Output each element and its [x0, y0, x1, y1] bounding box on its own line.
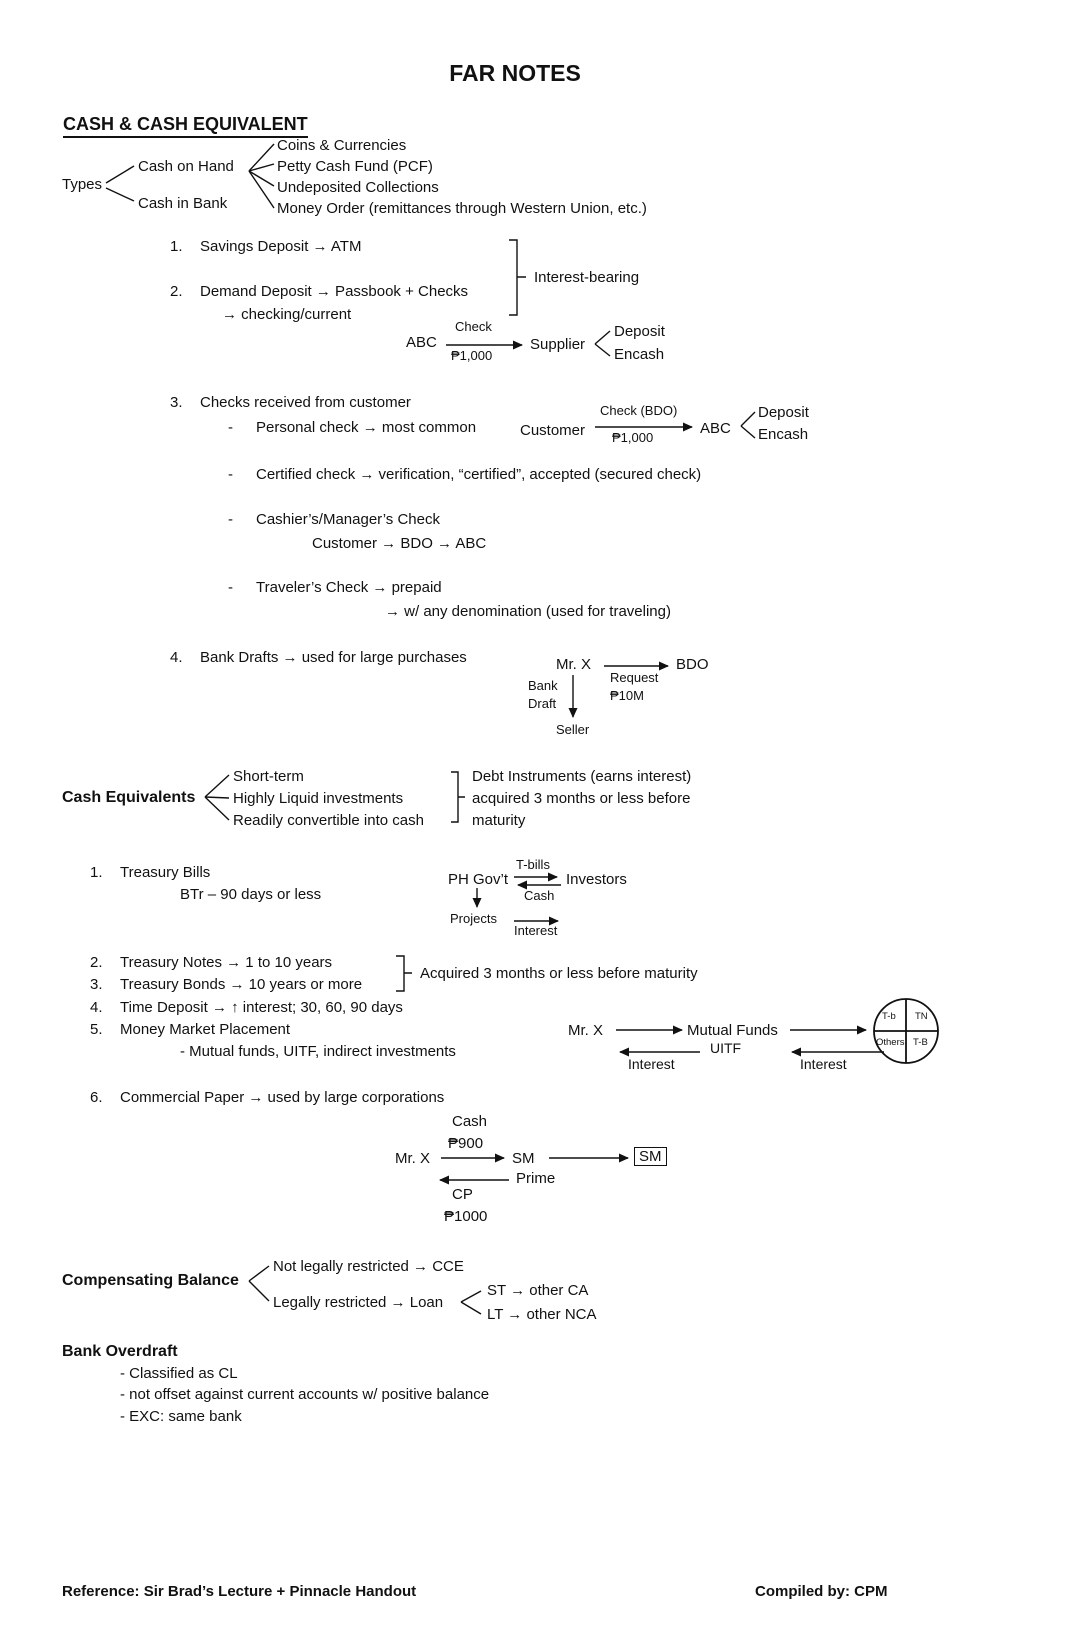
pie-label-tbonds: T-B: [913, 1037, 928, 1048]
supplier-option-encash: Encash: [614, 346, 665, 363]
section-heading-compensating: Compensating Balance: [62, 1272, 239, 1289]
item2-text: Demand Deposit → Passbook + Checks: [200, 283, 469, 300]
ph-govt-node: PH Gov’t: [448, 871, 509, 888]
abc-node: ABC: [406, 334, 437, 351]
abc-option-deposit: Deposit: [758, 404, 809, 421]
interest-bearing-label: Interest-bearing: [534, 269, 640, 286]
abc-node-2: ABC: [700, 420, 731, 437]
comp-st-label: ST → other CA: [487, 1282, 589, 1299]
section-heading-bank-overdraft: Bank Overdraft: [62, 1343, 178, 1360]
equiv-item5-number: 5.: [90, 1021, 103, 1038]
interest-right-label: Interest: [800, 1056, 847, 1072]
equiv-branch-short-term: Short-term: [233, 768, 304, 785]
item1-text: Savings Deposit → ATM: [200, 238, 362, 255]
bullet-personal-check: Personal check → most common: [256, 419, 477, 436]
abc-arrow-bottom-label: ₱1,000: [451, 348, 493, 363]
equiv-branch-liquid: Highly Liquid investments: [233, 790, 404, 807]
bank-draft-label-1: Bank: [528, 678, 558, 693]
abc-option-encash: Encash: [758, 426, 809, 443]
debt-instruments-bracket: [451, 772, 465, 822]
item2-subtext: → checking/current: [222, 306, 352, 323]
footer-compiled-by: Compiled by: CPM: [755, 1583, 888, 1600]
pie-label-tn: TN: [915, 1011, 928, 1022]
overdraft-line-2: - not offset against current accounts w/ positive balance: [120, 1386, 490, 1403]
sm-boxed-node: SM: [634, 1147, 667, 1166]
mr-x-node-2: Mr. X: [568, 1022, 604, 1039]
comp-branch-restricted: Legally restricted → Loan: [273, 1294, 444, 1311]
bullet-travelers-check: Traveler’s Check → prepaid: [256, 579, 442, 596]
types-cash-in-bank: Cash in Bank: [138, 195, 228, 212]
interest-label: Interest: [514, 923, 558, 938]
equiv-item2-text: Treasury Notes → 1 to 10 years: [120, 954, 333, 971]
bullet-dash: -: [228, 419, 233, 436]
item3-number: 3.: [170, 394, 183, 411]
cp-label: CP: [452, 1186, 473, 1203]
customer-arrow-bottom-label: ₱1,000: [612, 430, 654, 445]
item4-text: Bank Drafts → used for large purchases: [200, 649, 467, 666]
bullet-dash: -: [228, 511, 233, 528]
acquired-bracket: [396, 956, 412, 991]
equiv-item5-subtext: - Mutual funds, UITF, indirect investments: [180, 1043, 456, 1060]
equiv-item4-text: Time Deposit → ↑ interest; 30, 60, 90 days: [120, 999, 403, 1016]
footer-reference: Reference: Sir Brad’s Lecture + Pinnacle Handout: [62, 1583, 417, 1600]
sm-node: SM: [512, 1150, 535, 1167]
projects-node: Projects: [450, 911, 497, 926]
supplier-node: Supplier: [530, 336, 586, 353]
prime-label: Prime: [516, 1170, 556, 1187]
item4-number: 4.: [170, 649, 183, 666]
bank-draft-label-2: Draft: [528, 696, 557, 711]
cash-equivalents-branch-lines: [205, 775, 229, 820]
cash-label: Cash: [524, 888, 555, 903]
equiv-item6-number: 6.: [90, 1089, 103, 1106]
hand-item-money-order: Money Order (remittances through Western Union, etc.): [277, 200, 647, 217]
seller-node: Seller: [556, 722, 590, 737]
equiv-item5-text: Money Market Placement: [120, 1021, 291, 1038]
section-heading-cash: CASH & CASH EQUIVALENT: [63, 114, 308, 138]
customer-arrow-top-label: Check (BDO): [600, 403, 678, 418]
equiv-item1-number: 1.: [90, 864, 103, 881]
tbills-label: T-bills: [516, 857, 550, 872]
comp-branch-not-restricted: Not legally restricted → CCE: [273, 1258, 464, 1275]
pie-label-others: Others: [876, 1037, 905, 1048]
bullet-cashiers-check: Cashier’s/Manager’s Check: [256, 511, 440, 528]
request-label: Request: [610, 670, 659, 685]
item1-number: 1.: [170, 238, 183, 255]
cp-cash-label: Cash: [452, 1113, 488, 1130]
hand-item-undeposited: Undeposited Collections: [277, 179, 439, 196]
equiv-item6-text: Commercial Paper → used by large corporations: [120, 1089, 445, 1106]
equiv-item3-number: 3.: [90, 976, 103, 993]
item3-text: Checks received from customer: [200, 394, 411, 411]
uitf-label: UITF: [710, 1040, 742, 1056]
bullet-certified-check: Certified check → verification, “certified”, accepted (secured check): [256, 466, 702, 483]
overdraft-line-3: - EXC: same bank: [120, 1408, 242, 1425]
overdraft-line-1: - Classified as CL: [120, 1365, 238, 1382]
page-title: FAR NOTES: [449, 60, 581, 86]
types-cash-on-hand: Cash on Hand: [138, 158, 234, 175]
investors-node: Investors: [566, 871, 627, 888]
interest-bearing-bracket: [509, 240, 526, 315]
supplier-option-deposit: Deposit: [614, 323, 665, 340]
request-amount-label: ₱10M: [610, 688, 644, 703]
bdo-node: BDO: [676, 656, 709, 673]
cp-1000-label: ₱1000: [444, 1208, 488, 1225]
cp-900-label: ₱900: [448, 1135, 484, 1152]
customer-node: Customer: [520, 422, 586, 439]
bullet-dash: -: [228, 466, 233, 483]
cashiers-check-flow: Customer → BDO → ABC: [312, 535, 487, 552]
mr-x-node-3: Mr. X: [395, 1150, 431, 1167]
debt-instruments-note-2: acquired 3 months or less before: [472, 790, 691, 807]
equiv-branch-convertible: Readily convertible into cash: [233, 812, 424, 829]
equiv-item2-number: 2.: [90, 954, 103, 971]
comp-lt-label: LT → other NCA: [487, 1306, 597, 1323]
mutual-funds-node: Mutual Funds: [687, 1022, 778, 1039]
section-heading-cash-equivalents: Cash Equivalents: [62, 789, 196, 806]
acquired-bracket-label: Acquired 3 months or less before maturity: [420, 965, 698, 982]
equiv-item1-subtext: BTr – 90 days or less: [180, 886, 322, 903]
pie-label-tbills: T-b: [882, 1011, 896, 1022]
abc-arrow-top-label: Check: [455, 319, 492, 334]
hand-item-coins: Coins & Currencies: [277, 137, 407, 154]
interest-left-label: Interest: [628, 1056, 675, 1072]
equiv-item4-number: 4.: [90, 999, 103, 1016]
item2-number: 2.: [170, 283, 183, 300]
equiv-item1-text: Treasury Bills: [120, 864, 211, 881]
mr-x-node: Mr. X: [556, 656, 592, 673]
equiv-item3-text: Treasury Bonds → 10 years or more: [120, 976, 363, 993]
debt-instruments-note-3: maturity: [472, 812, 526, 829]
types-label: Types: [62, 176, 103, 193]
bullet-dash: -: [228, 579, 233, 596]
fund-quadrant-circle: [874, 999, 938, 1063]
debt-instruments-note-1: Debt Instruments (earns interest): [472, 768, 692, 785]
travelers-check-subtext: → w/ any denomination (used for traveling): [385, 603, 671, 620]
hand-item-pcf: Petty Cash Fund (PCF): [277, 158, 433, 175]
